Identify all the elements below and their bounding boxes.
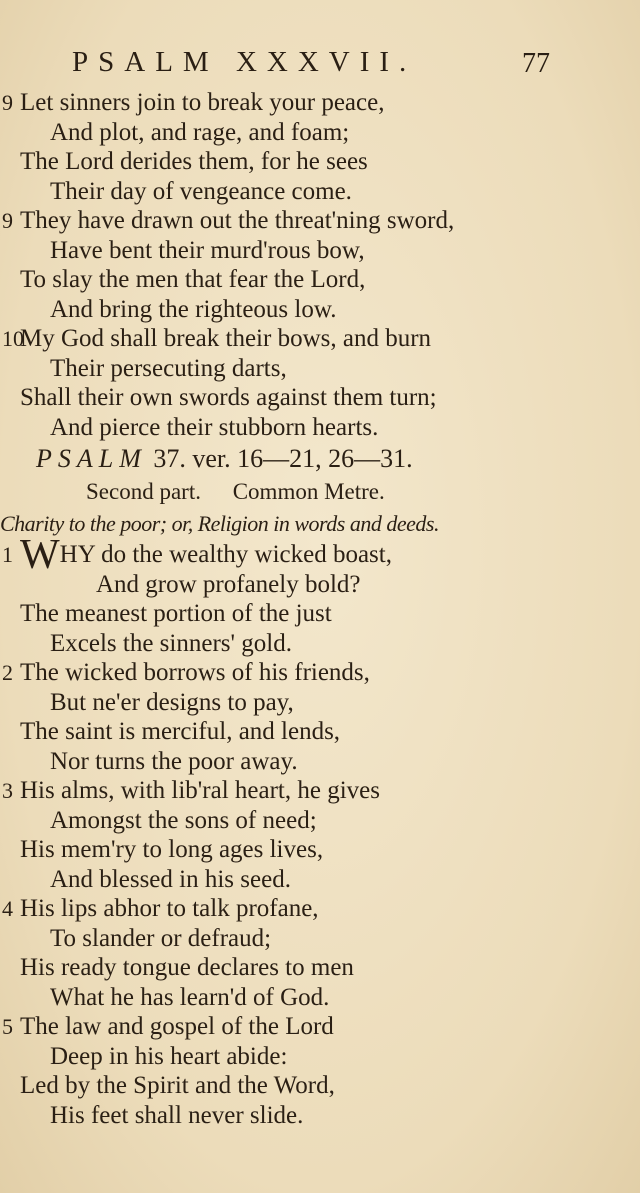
verse-line: Amongst the sons of need; <box>50 806 317 834</box>
stanza <box>0 532 640 658</box>
verse-text: The law and gospel of the Lord <box>20 1013 334 1040</box>
verse-line: To slay the men that fear the Lord, <box>20 266 366 293</box>
verse-line <box>0 1012 640 1042</box>
verse-line: Nor turns the poor away. <box>50 747 298 775</box>
stanza <box>0 776 640 894</box>
verse-line: Excels the sinners' gold. <box>50 629 292 657</box>
verse-text: HY do the wealthy wicked boast, <box>59 541 392 568</box>
verse-line: To slander or defraud; <box>50 924 272 952</box>
heading-verses: 37. ver. 16—21, 26—31. <box>153 444 413 473</box>
verse-line <box>0 206 640 236</box>
verse-line: Their day of vengeance come. <box>50 177 352 205</box>
verse-line: Led by the Spirit and the Word, <box>20 1072 335 1099</box>
verse-line <box>0 532 640 578</box>
heading-psalm: PSALM <box>36 444 147 473</box>
verse-number: 2 <box>2 660 13 685</box>
hymn-subtitle: Charity to the poor; or, Religion in words and deeds. <box>0 511 439 536</box>
verse-line <box>0 88 640 118</box>
verse-line: The saint is merciful, and lends, <box>20 718 341 745</box>
verse-text: My God shall break their bows, and burn <box>20 325 432 352</box>
stanza <box>0 1012 640 1130</box>
hymn-text <box>0 88 640 1130</box>
verse-number: 9 <box>2 90 13 115</box>
verse-number: 1 <box>2 542 13 567</box>
stanza <box>0 894 640 1012</box>
verse-line: And plot, and rage, and foam; <box>50 118 350 146</box>
page-number: 77 <box>522 48 550 79</box>
stanza <box>0 324 640 442</box>
verse-line: His feet shall never slide. <box>50 1101 304 1129</box>
verse-line: The Lord derides them, for he sees <box>20 148 368 175</box>
verse-text: His alms, with lib'ral heart, he gives <box>20 777 380 804</box>
verse-line: His ready tongue declares to men <box>20 954 354 981</box>
verse-line: And pierce their stubborn hearts. <box>50 413 379 441</box>
verse-line: Their persecuting darts, <box>50 354 287 382</box>
verse-line: Deep in his heart abide: <box>50 1042 288 1070</box>
part-label: Second part. <box>86 479 201 504</box>
verse-number: 4 <box>2 896 13 921</box>
verse-line: And grow profanely bold? <box>96 570 361 598</box>
verse-line: Have bent their murd'rous bow, <box>50 236 365 264</box>
section-heading <box>0 442 640 476</box>
verse-line: Shall their own swords against them turn; <box>20 384 437 411</box>
verse-line: What he has learn'd of God. <box>50 983 330 1011</box>
stanza <box>0 658 640 776</box>
verse-line: The meanest portion of the just <box>20 600 332 627</box>
verse-number: 10 <box>2 326 24 351</box>
running-title: PSALM XXXVII. <box>72 46 417 78</box>
stanza <box>0 88 640 206</box>
verse-text: They have drawn out the threat'ning sword, <box>20 207 455 234</box>
verse-text: Let sinners join to break your peace, <box>20 89 385 116</box>
verse-line <box>0 324 640 354</box>
metre-label: Common Metre. <box>232 479 385 504</box>
verse-text: The wicked borrows of his friends, <box>20 659 370 686</box>
verse-line: And bring the righteous low. <box>50 295 337 323</box>
verse-number: 9 <box>2 208 13 233</box>
verse-line <box>0 776 640 806</box>
page-header <box>0 46 640 86</box>
verse-text: His lips abhor to talk profane, <box>20 895 319 922</box>
drop-cap: W <box>20 532 60 578</box>
verse-line: His mem'ry to long ages lives, <box>20 836 324 863</box>
verse-line: And blessed in his seed. <box>50 865 291 893</box>
verse-number: 3 <box>2 778 13 803</box>
verse-line: But ne'er designs to pay, <box>50 688 294 716</box>
verse-line <box>0 894 640 924</box>
stanza <box>0 206 640 324</box>
section-subheading <box>0 476 640 508</box>
verse-number: 5 <box>2 1014 13 1039</box>
verse-line <box>0 658 640 688</box>
